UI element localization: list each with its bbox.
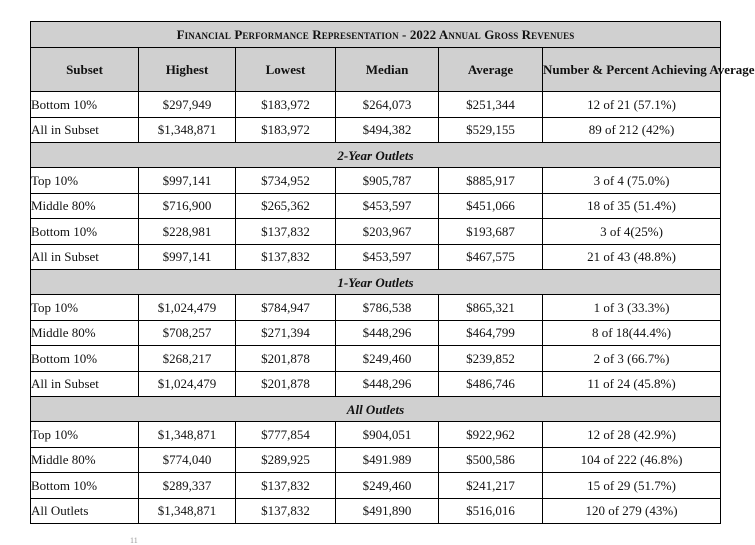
table-row	[31, 193, 721, 219]
cell-average: $239,852	[439, 346, 543, 372]
cell-highest: $997,141	[139, 244, 236, 270]
cell-achieving-average: 11 of 24 (45.8%)	[543, 371, 721, 397]
cell-achieving-average: 3 of 4(25%)	[543, 219, 721, 245]
cell-lowest: $784,947	[236, 295, 336, 321]
section-heading: All Outlets	[31, 397, 721, 422]
cell-lowest: $201,878	[236, 371, 336, 397]
cell-lowest: $137,832	[236, 498, 336, 524]
cell-subset: Middle 80%	[31, 193, 139, 219]
cell-lowest: $137,832	[236, 244, 336, 270]
table-row	[31, 320, 721, 346]
cell-median: $249,460	[336, 473, 439, 499]
table-row	[31, 295, 721, 321]
cell-median: $264,073	[336, 92, 439, 118]
cell-lowest: $137,832	[236, 219, 336, 245]
cell-achieving-average: 15 of 29 (51.7%)	[543, 473, 721, 499]
cell-achieving-average: 1 of 3 (33.3%)	[543, 295, 721, 321]
section-heading-row	[31, 143, 721, 168]
cell-subset: All in Subset	[31, 117, 139, 143]
cell-subset: All in Subset	[31, 244, 139, 270]
cell-subset: Bottom 10%	[31, 473, 139, 499]
title-row	[31, 22, 721, 48]
cell-median: $448,296	[336, 320, 439, 346]
table-row	[31, 422, 721, 448]
column-header-highest: Highest	[139, 48, 236, 92]
financial-performance-table	[30, 21, 755, 524]
cell-lowest: $201,878	[236, 346, 336, 372]
cell-median: $491.989	[336, 447, 439, 473]
column-header-lowest: Lowest	[236, 48, 336, 92]
cell-achieving-average: 2 of 3 (66.7%)	[543, 346, 721, 372]
section-heading: 2-Year Outlets	[31, 143, 721, 168]
cell-average: $486,746	[439, 371, 543, 397]
table-row	[31, 473, 721, 499]
cell-lowest: $265,362	[236, 193, 336, 219]
cell-achieving-average: 12 of 21 (57.1%)	[543, 92, 721, 118]
section-heading-row	[31, 397, 721, 422]
cell-subset: Top 10%	[31, 168, 139, 194]
cell-median: $453,597	[336, 193, 439, 219]
cell-highest: $1,348,871	[139, 498, 236, 524]
cell-median: $904,051	[336, 422, 439, 448]
cell-lowest: $289,925	[236, 447, 336, 473]
cell-highest: $268,217	[139, 346, 236, 372]
cell-achieving-average: 89 of 212 (42%)	[543, 117, 721, 143]
cell-median: $448,296	[336, 371, 439, 397]
cell-achieving-average: 104 of 222 (46.8%)	[543, 447, 721, 473]
cell-median: $491,890	[336, 498, 439, 524]
cell-average: $241,217	[439, 473, 543, 499]
cell-highest: $716,900	[139, 193, 236, 219]
cell-lowest: $183,972	[236, 92, 336, 118]
cell-achieving-average: 120 of 279 (43%)	[543, 498, 721, 524]
table-title: Financial Performance Representation - 2022 Annual Gross Revenues	[31, 22, 721, 48]
section-heading-row	[31, 270, 721, 295]
cell-median: $905,787	[336, 168, 439, 194]
cell-average: $467,575	[439, 244, 543, 270]
cell-highest: $774,040	[139, 447, 236, 473]
cell-achieving-average: 8 of 18(44.4%)	[543, 320, 721, 346]
cell-highest: $1,348,871	[139, 117, 236, 143]
column-header-achieving-average: Number & Percent Achieving Average	[543, 48, 721, 92]
cell-average: $516,016	[439, 498, 543, 524]
cell-highest: $1,348,871	[139, 422, 236, 448]
section-heading: 1-Year Outlets	[31, 270, 721, 295]
cell-average: $451,066	[439, 193, 543, 219]
column-header-average: Average	[439, 48, 543, 92]
cell-highest: $228,981	[139, 219, 236, 245]
cell-lowest: $777,854	[236, 422, 336, 448]
cell-average: $464,799	[439, 320, 543, 346]
column-header-median: Median	[336, 48, 439, 92]
cell-average: $529,155	[439, 117, 543, 143]
cell-subset: All Outlets	[31, 498, 139, 524]
table-row	[31, 371, 721, 397]
cell-achieving-average: 18 of 35 (51.4%)	[543, 193, 721, 219]
cell-average: $885,917	[439, 168, 543, 194]
cell-subset: Bottom 10%	[31, 219, 139, 245]
cell-highest: $708,257	[139, 320, 236, 346]
cell-subset: All in Subset	[31, 371, 139, 397]
table-body	[31, 22, 755, 524]
cell-subset: Middle 80%	[31, 320, 139, 346]
table-row	[31, 219, 721, 245]
cell-subset: Bottom 10%	[31, 92, 139, 118]
cell-average: $922,962	[439, 422, 543, 448]
cell-highest: $297,949	[139, 92, 236, 118]
table-row	[31, 447, 721, 473]
cell-achieving-average: 21 of 43 (48.8%)	[543, 244, 721, 270]
table-row	[31, 168, 721, 194]
cell-highest: $997,141	[139, 168, 236, 194]
cell-highest: $1,024,479	[139, 371, 236, 397]
table-row	[31, 244, 721, 270]
cell-average: $500,586	[439, 447, 543, 473]
cell-lowest: $734,952	[236, 168, 336, 194]
table-row	[31, 498, 721, 524]
cell-subset: Top 10%	[31, 422, 139, 448]
cell-median: $249,460	[336, 346, 439, 372]
cell-average: $865,321	[439, 295, 543, 321]
cell-lowest: $137,832	[236, 473, 336, 499]
cell-achieving-average: 12 of 28 (42.9%)	[543, 422, 721, 448]
cell-average: $251,344	[439, 92, 543, 118]
cell-subset: Bottom 10%	[31, 346, 139, 372]
cell-highest: $1,024,479	[139, 295, 236, 321]
cell-lowest: $183,972	[236, 117, 336, 143]
column-header-subset: Subset	[31, 48, 139, 92]
cell-highest: $289,337	[139, 473, 236, 499]
table-row	[31, 117, 721, 143]
table-row	[31, 92, 721, 118]
cell-lowest: $271,394	[236, 320, 336, 346]
cell-median: $786,538	[336, 295, 439, 321]
table-row	[31, 346, 721, 372]
cell-average: $193,687	[439, 219, 543, 245]
cell-subset: Top 10%	[31, 295, 139, 321]
cell-median: $494,382	[336, 117, 439, 143]
cell-median: $203,967	[336, 219, 439, 245]
footnote-marker: 11	[130, 536, 138, 545]
cell-subset: Middle 80%	[31, 447, 139, 473]
column-header-row	[31, 48, 721, 92]
cell-median: $453,597	[336, 244, 439, 270]
cell-achieving-average: 3 of 4 (75.0%)	[543, 168, 721, 194]
